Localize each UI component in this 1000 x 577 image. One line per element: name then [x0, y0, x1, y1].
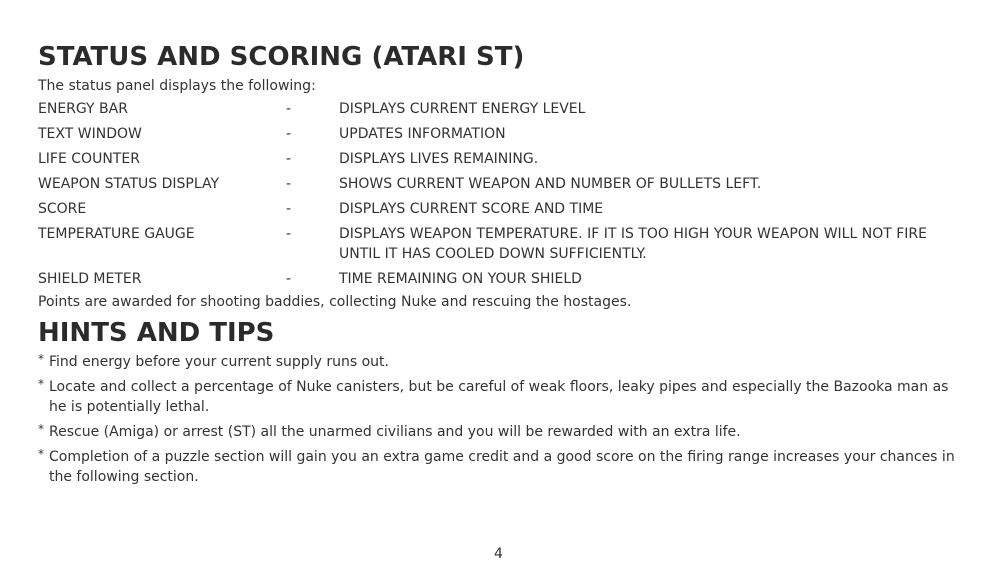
table-row: [38, 224, 939, 269]
table-row: [38, 99, 939, 124]
row-dash: -: [286, 126, 292, 142]
bullet-asterisk: *: [38, 352, 44, 366]
row-dash: -: [286, 271, 292, 287]
row-label: SCORE: [38, 201, 87, 217]
tip-text: Rescue (Amiga) or arrest (ST) all the unarmed civilians and you will be rewarded with an extra life.: [49, 424, 741, 440]
row-label: ENERGY BAR: [38, 101, 128, 117]
row-dash: -: [286, 201, 292, 217]
manual-page: [38, 40, 968, 492]
status-panel-table: [38, 99, 939, 294]
row-dash: -: [286, 101, 292, 117]
tip-text: Completion of a puzzle section will gain you an extra game credit and a good score on the firing range increases your chances in the following section.: [49, 449, 955, 485]
row-description: DISPLAYS CURRENT SCORE AND TIME: [339, 201, 604, 217]
row-dash: -: [286, 226, 292, 242]
row-label: TEXT WINDOW: [38, 126, 142, 142]
table-row: [38, 124, 939, 149]
points-text: Points are awarded for shooting baddies, collecting Nuke and rescuing the hostages.: [38, 294, 632, 310]
list-item: [38, 352, 968, 372]
table-row: [38, 269, 939, 294]
list-item: [38, 377, 968, 417]
table-row: [38, 174, 939, 199]
row-label: WEAPON STATUS DISPLAY: [38, 176, 220, 192]
row-label: SHIELD METER: [38, 271, 142, 287]
list-item: [38, 447, 968, 487]
table-row: [38, 149, 939, 174]
status-intro-text: The status panel displays the following:: [38, 78, 316, 94]
table-row: [38, 199, 939, 224]
tip-text: Find energy before your current supply runs out.: [49, 354, 389, 370]
list-item: [38, 422, 968, 442]
hints-tips-heading: HINTS AND TIPS: [38, 318, 275, 348]
row-description: DISPLAYS WEAPON TEMPERATURE. IF IT IS TOO HIGH YOUR WEAPON WILL NOT FIRE UNTIL IT HAS COOLED DOWN SUFFICIENTLY.: [339, 226, 927, 262]
row-description: SHOWS CURRENT WEAPON AND NUMBER OF BULLETS LEFT.: [339, 176, 762, 192]
bullet-asterisk: *: [38, 377, 44, 391]
row-description: UPDATES INFORMATION: [339, 126, 506, 142]
status-scoring-heading: STATUS AND SCORING (ATARI ST): [38, 42, 525, 72]
bullet-asterisk: *: [38, 447, 44, 461]
row-dash: -: [286, 151, 292, 167]
row-label: LIFE COUNTER: [38, 151, 140, 167]
tip-text: Locate and collect a percentage of Nuke canisters, but be careful of weak floors, leaky pipes and especially the Bazooka man as he is potentially lethal.: [49, 379, 949, 415]
row-dash: -: [286, 176, 292, 192]
tips-list: [38, 352, 968, 487]
row-label: TEMPERATURE GAUGE: [38, 226, 195, 242]
row-description: DISPLAYS LIVES REMAINING.: [339, 151, 539, 167]
bullet-asterisk: *: [38, 422, 44, 436]
row-description: TIME REMAINING ON YOUR SHIELD: [339, 271, 582, 287]
row-description: DISPLAYS CURRENT ENERGY LEVEL: [339, 101, 586, 117]
page-number: 4: [494, 546, 503, 562]
